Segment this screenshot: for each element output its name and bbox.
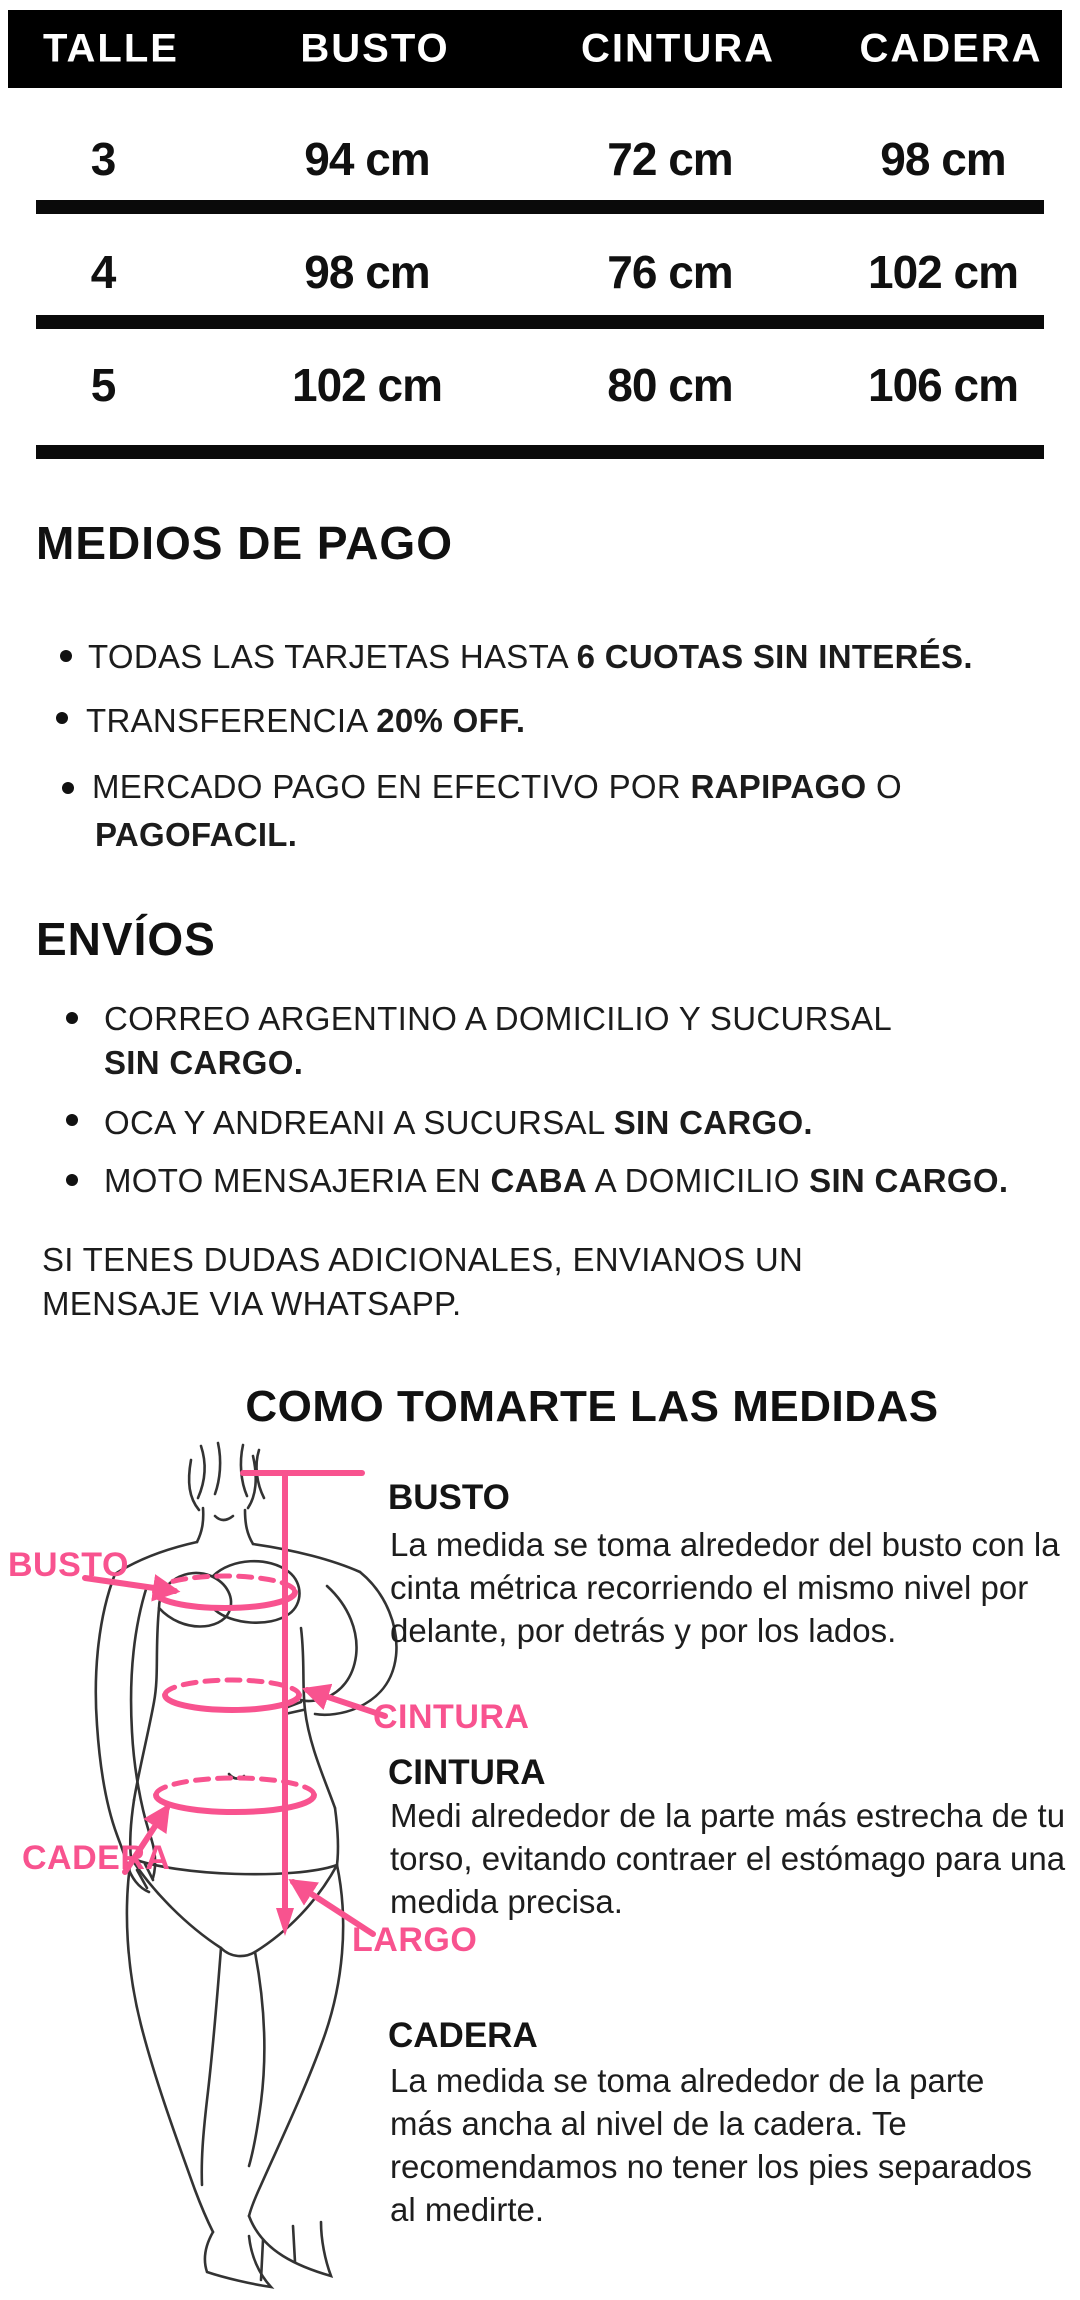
bullet-dot-icon: [60, 650, 72, 662]
hip-measure-ellipse-front: [156, 1795, 314, 1812]
cell-busto: 102 cm: [291, 359, 443, 411]
bullet-dot-icon: [56, 712, 68, 724]
cell-cadera: 102 cm: [867, 246, 1019, 298]
shipping-bullet-oca: OCA Y ANDREANI A SUCURSAL SIN CARGO.: [104, 1104, 813, 1141]
shipping-bullet-moto: MOTO MENSAJERIA EN CABA A DOMICILIO SIN CARGO.: [104, 1162, 1009, 1199]
cell-cintura: 72 cm: [607, 133, 733, 185]
bust-measure-ellipse-front: [155, 1592, 295, 1608]
cell-cadera: 106 cm: [867, 359, 1019, 411]
hip-measure-ellipse-back: [156, 1778, 314, 1795]
table-row: [0, 358, 1080, 412]
shipping-bullet-correo-line1: CORREO ARGENTINO A DOMICILIO Y SUCURSAL: [104, 1000, 892, 1037]
busto-label-pink: BUSTO: [8, 1546, 129, 1584]
waist-measure-ellipse-front: [165, 1695, 299, 1710]
measure-cintura-heading: CINTURA: [388, 1753, 546, 1792]
length-arrow-down-icon: [276, 1908, 294, 1936]
cell-busto: 98 cm: [304, 246, 430, 298]
header-cell-busto: BUSTO: [300, 26, 450, 71]
cadera-label-pink: CADERA: [22, 1839, 171, 1877]
payment-bullet-cash-line1: MERCADO PAGO EN EFECTIVO POR RAPIPAGO O: [92, 768, 902, 805]
bullet-dot-icon: [66, 1174, 78, 1186]
measure-busto-line: La medida se toma alrededor del busto con la: [390, 1526, 1060, 1563]
measure-cintura-line: Medi alrededor de la parte más estrecha de tu: [390, 1797, 1066, 1834]
measure-busto-heading: BUSTO: [388, 1478, 510, 1517]
contact-note-line2: MENSAJE VIA WHATSAPP.: [42, 1285, 462, 1322]
cell-cintura: 76 cm: [607, 246, 733, 298]
cell-talle: 3: [90, 133, 116, 185]
measures-title: COMO TOMARTE LAS MEDIDAS: [245, 1382, 939, 1431]
measure-cadera-line: recomendamos no tener los pies separados: [390, 2148, 1033, 2185]
cell-cadera: 98 cm: [880, 133, 1006, 185]
measure-cintura-line: medida precisa.: [390, 1883, 623, 1920]
table-row: [0, 132, 1080, 186]
measure-busto-line: cinta métrica recorriendo el mismo nivel por: [390, 1569, 1029, 1606]
shipping-bullet-correo-line2: SIN CARGO.: [104, 1044, 304, 1081]
contact-note-line1: SI TENES DUDAS ADICIONALES, ENVIANOS UN: [42, 1241, 804, 1278]
shipping-title: ENVÍOS: [36, 913, 216, 965]
payment-bullet-cash-line2: PAGOFACIL.: [95, 816, 298, 853]
measure-cadera-line: al medirte.: [390, 2191, 545, 2228]
cintura-label-pink: CINTURA: [373, 1698, 530, 1736]
table-divider: [36, 200, 1044, 214]
cell-busto: 94 cm: [304, 133, 430, 185]
bullet-dot-icon: [62, 782, 74, 794]
measure-cintura-line: torso, evitando contraer el estómago para una: [390, 1840, 1066, 1877]
table-divider: [36, 445, 1044, 459]
bullet-dot-icon: [66, 1114, 78, 1126]
largo-label-pink: LARGO: [352, 1921, 478, 1959]
measure-cadera-line: La medida se toma alrededor de la parte: [390, 2062, 985, 2099]
header-cell-cintura: CINTURA: [581, 26, 775, 71]
cell-cintura: 80 cm: [607, 359, 733, 411]
header-cell-talle: TALLE: [43, 26, 179, 71]
header-cell-cadera: CADERA: [859, 26, 1043, 71]
table-divider: [36, 315, 1044, 329]
measure-cadera-line: más ancha al nivel de la cadera. Te: [390, 2105, 907, 2142]
table-row: [0, 245, 1080, 299]
payment-bullet-cards: TODAS LAS TARJETAS HASTA 6 CUOTAS SIN INTERÉS.: [88, 638, 973, 675]
waist-measure-ellipse-back: [165, 1680, 299, 1695]
measure-busto-line: delante, por detrás y por los lados.: [390, 1612, 897, 1649]
size-table-header: [8, 10, 1062, 88]
payment-bullet-transfer: TRANSFERENCIA 20% OFF.: [86, 702, 526, 739]
cell-talle: 5: [90, 359, 116, 411]
payments-title: MEDIOS DE PAGO: [36, 517, 453, 569]
bullet-dot-icon: [66, 1012, 78, 1024]
measure-cadera-heading: CADERA: [388, 2016, 538, 2055]
cell-talle: 4: [90, 246, 116, 298]
